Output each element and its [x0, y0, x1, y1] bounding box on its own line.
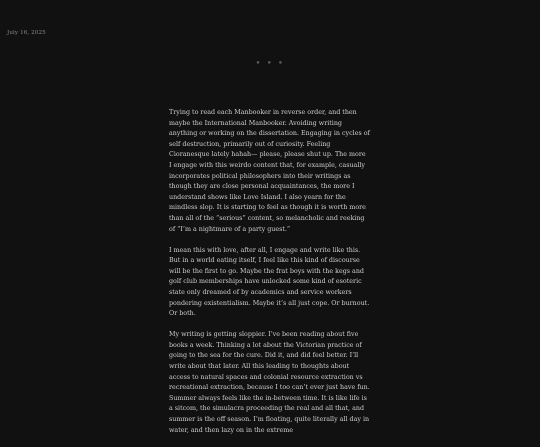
- post-date: July 16, 2025: [7, 30, 46, 36]
- post-body: [169, 108, 370, 447]
- post-paragraph: My writing is getting sloppier. I’ve been reading about five books a week. Thinking a lot about the Victorian practice of going to the sea for the cure. Did it, and did feel better. I’ll write about that later. All this leading to thoughts about access to natural spaces and colonial resource extraction vs recreational extraction, because I too can’t ever just have fun. Summer always feels like the in-between time. It is like life is a sitcom, the simulacra proceeding the real and all that, and summer is the off season. I’m floating, quite literally all day in water, and then lazy on in the extreme: [169, 331, 370, 434]
- section-divider: • • •: [255, 59, 285, 69]
- post-paragraph: I mean this with love, after all, I engage and write like this. But in a world eating itself, I feel like this kind of discourse will be the first to go. Maybe the frat boys with the kegs and golf club memberships have unlocked some kind of esoteric state only dreamed of by academics and service workers pondering existentialism. Maybe it’s all just cope. Or burnout. Or both.: [169, 246, 370, 318]
- post-paragraph: Trying to read each Manbooker in reverse order, and then maybe the International Manbooker. Avoiding writing anything or working on the dissertation. Engaging in cycles of self destruction, primarily out of curiosity. Feeling Cioranesque lately hahah— please, please shut up. The more I engage with this weirdo content that, for example, casually incorporates political philosophers into their writings as though they are close personal acquaintances, the more I understand shows like Love Island. I also yearn for the mindless slop. It is starting to feel as though it is worth more than all of the “serious” content, so melancholic and reeking of “I’m a nightmare of a party guest.”: [169, 109, 370, 233]
